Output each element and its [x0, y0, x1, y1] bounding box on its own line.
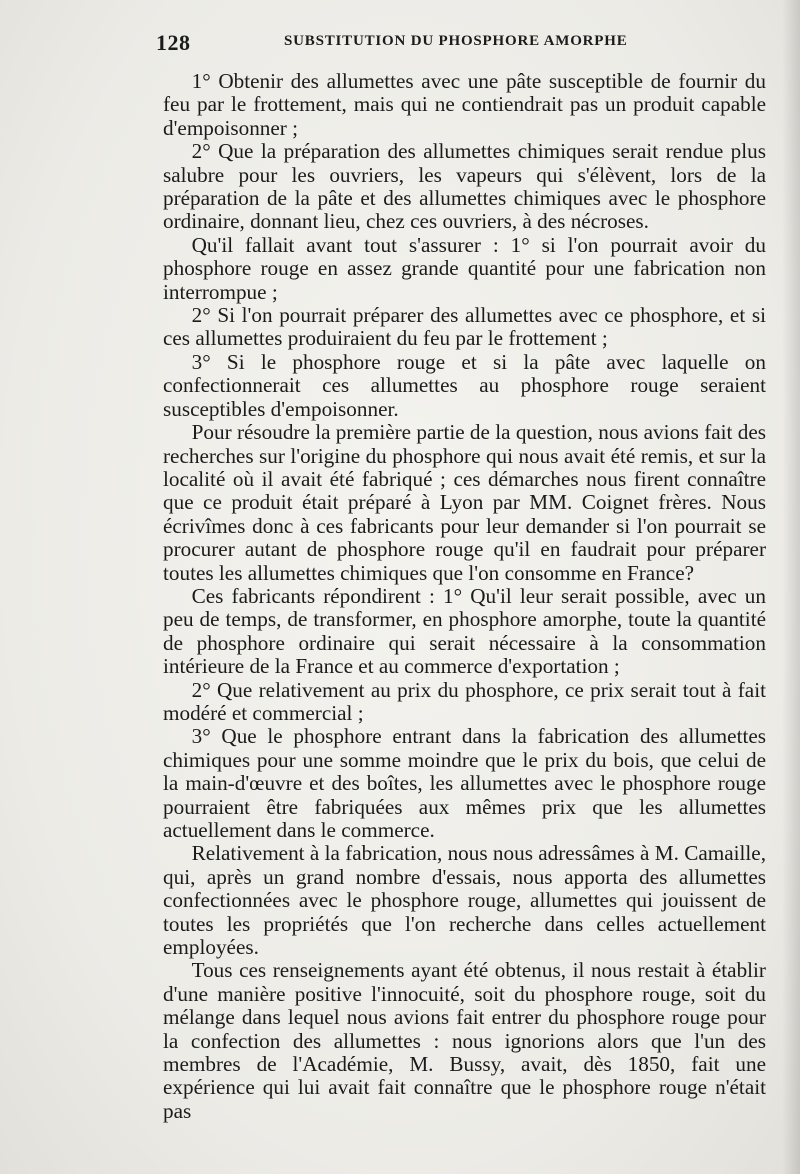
paragraph-5: 3° Si le phosphore rouge et si la pâte avec laquelle on confectionnerait ces allumettes au phosphore rouge seraient susceptibles d'empoisonner. [163, 349, 766, 421]
running-head [156, 30, 760, 54]
body-text [163, 70, 766, 1123]
page-number: 128 [156, 30, 191, 55]
paragraph-4: 2° Si l'on pourrait préparer des allumettes avec ce phosphore, et si ces allumettes produiraient du feu par le frottement ; [163, 303, 766, 351]
paragraph-6: Pour résoudre la première partie de la question, nous avions fait des recherches sur l'origine du phosphore qui nous avait été remis, et sur la localité où il avait été fabriqué ; ces démarches nous firent connaître que ce produit était préparé à Lyon par MM. Coignet frères. Nous écrivîmes donc à ces fabricants pour leur demander si l'on pourrait se procurer autant de phosphore rouge qu'il en faudrait pour préparer toutes les allumettes chimiques que l'on consomme en France? [163, 420, 766, 585]
page-edge-shadow [782, 0, 800, 1174]
paragraph-8: 2° Que relativement au prix du phosphore, ce prix serait tout à fait modéré et commercial ; [163, 677, 766, 725]
paragraph-7: Ces fabricants répondirent : 1° Qu'il leur serait possible, avec un peu de temps, de transformer, en phosphore amorphe, toute la quantité de phosphore ordinaire qui serait nécessaire à la consommation intérieure de la France et au commerce d'exportation ; [163, 583, 766, 679]
running-title: SUBSTITUTION DU PHOSPHORE AMORPHE [284, 33, 628, 49]
paragraph-10: Relativement à la fabrication, nous nous adressâmes à M. Camaille, qui, après un grand nombre d'essais, nous apporta des allumettes confectionnées avec le phosphore rouge, allumettes qui jouissent de toutes les propriétés que l'on recherche dans celles actuellement employées. [163, 841, 766, 960]
paragraph-1: 1° Obtenir des allumettes avec une pâte susceptible de fournir du feu par le frottement, mais qui ne contiendrait pas un produit capable d'empoisonner ; [163, 69, 766, 140]
paragraph-11: Tous ces renseignements ayant été obtenus, il nous restait à établir d'une manière positive l'innocuité, soit du phosphore rouge, soit du mélange dans lequel nous avions fait entrer du phosphore rouge pour la confection des allumettes : nous ignorions alors que l'un des membres de l'Académie, M. Bussy, avait, dès 1850, fait une expérience qui lui avait fait connaître que le phosphore rouge n'était pas [163, 958, 766, 1123]
paragraph-9: 3° Que le phosphore entrant dans la fabrication des allumettes chimiques pour une somme moindre que le prix du bois, que celui de la main-d'œuvre et des boîtes, les allumettes avec le phosphore rouge pourraient être fabriquées aux mêmes prix que les allumettes actuellement dans le commerce. [163, 724, 766, 842]
paragraph-2: 2° Que la préparation des allumettes chimiques serait rendue plus salubre pour les ouvriers, les vapeurs qui s'élèvent, lors de la préparation de la pâte et des allumettes chimiques avec le phosphore ordinaire, donnant lieu, chez ces ouvriers, à des nécroses. [163, 139, 766, 234]
paragraph-3: Qu'il fallait avant tout s'assurer : 1° si l'on pourrait avoir du phosphore rouge en assez grande quantité pour une fabrication non interrompue ; [163, 232, 766, 304]
